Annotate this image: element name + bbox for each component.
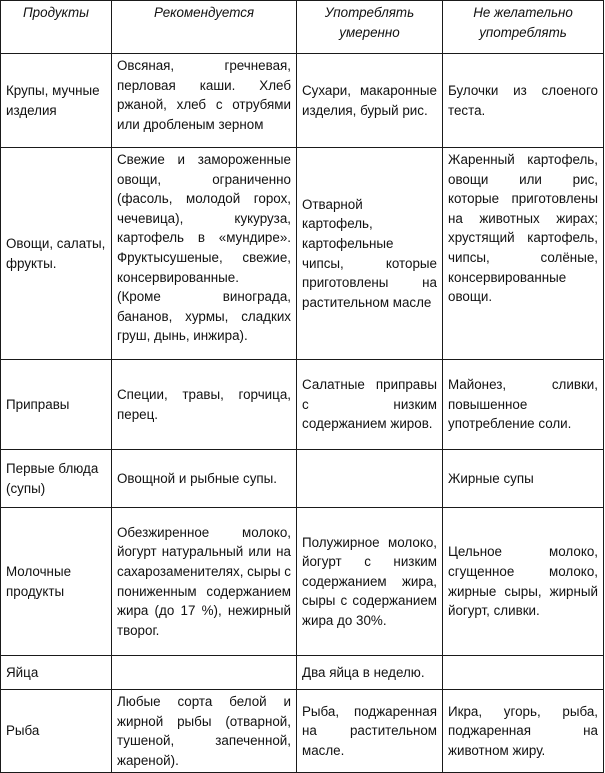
moderate-cell: Сухари, макаронные изделия, бурый рис. [297, 54, 443, 148]
header-products: Продукты [1, 1, 112, 54]
category-cell: Крупы, мучные изделия [1, 54, 112, 148]
moderate-cell: Салатные приправы с низким содержанием жиров. [297, 360, 443, 450]
avoid-cell: Булочки из слоеного теста. [443, 54, 604, 148]
category-cell: Яйца [1, 656, 112, 690]
moderate-cell: Рыба, поджаренная на растительном масле. [297, 690, 443, 773]
header-recommended: Рекомендуется [112, 1, 297, 54]
table-row [1, 508, 604, 656]
recommended-cell: Любые сорта белой и жирной рыбы (отварной, тушеной, запеченной, жареной). [112, 690, 297, 773]
moderate-cell: Отварной картофель, картофельные чипсы, которые приготовлены на растительном масле [297, 148, 443, 360]
table-row [1, 360, 604, 450]
table-row [1, 148, 604, 360]
recommended-exceptions: (Кроме винограда, бананов, хурмы, сладких груш, дынь, инжира). [117, 289, 291, 344]
recommended-cell: Овощной и рыбные супы. [112, 450, 297, 508]
table-row [1, 450, 604, 508]
category-cell: Молочные продукты [1, 508, 112, 656]
table-row [1, 54, 604, 148]
category-cell: Овощи, салаты, фрукты. [1, 148, 112, 360]
recommended-cell: Обезжиренное молоко, йогурт натуральный или на сахарозаменителях, сыры с пониженным содержанием жира (до 17 %), нежирный творог. [112, 508, 297, 656]
avoid-cell [443, 656, 604, 690]
avoid-cell: Жирные супы [443, 450, 604, 508]
moderate-cell [297, 450, 443, 508]
header-avoid: Не желательно употреблять [443, 1, 604, 54]
header-moderate: Употреблять умеренно [297, 1, 443, 54]
avoid-cell: Майонез, сливки, повышенное употребление соли. [443, 360, 604, 450]
recommended-cell [112, 656, 297, 690]
moderate-cell: Полужирное молоко, йогурт с низким содержанием жира, сыры с содержанием жира до 30%. [297, 508, 443, 656]
avoid-cell: Цельное молоко, сгущенное молоко, жирные сыры, жирный йогурт, сливки. [443, 508, 604, 656]
header-row [1, 1, 604, 54]
table-row [1, 690, 604, 773]
recommended-cell: Овсяная, гречневая, перловая каши. Хлеб ржаной, хлеб с отрубями или дробленым зерном [112, 54, 297, 148]
category-cell: Приправы [1, 360, 112, 450]
category-cell: Первые блюда (супы) [1, 450, 112, 508]
avoid-cell: Жаренный картофель, овощи или рис, которые приготовлены на животных жирах; хрустящий картофель, чипсы, солёные, консервированные овощи. [443, 148, 604, 360]
table-row [1, 656, 604, 690]
category-cell: Рыба [1, 690, 112, 773]
recommended-cell [112, 148, 297, 360]
avoid-cell: Икра, угорь, рыба, поджаренная на животном жиру. [443, 690, 604, 773]
recommended-text: Свежие и замороженные овощи, ограниченно (фасоль, молодой горох, чечевица), кукуруза, картофель в «мундире». Фруктысушеные, свежие, консервированные. [117, 152, 291, 285]
recommended-cell: Специи, травы, горчица, перец. [112, 360, 297, 450]
moderate-cell: Два яйца в неделю. [297, 656, 443, 690]
